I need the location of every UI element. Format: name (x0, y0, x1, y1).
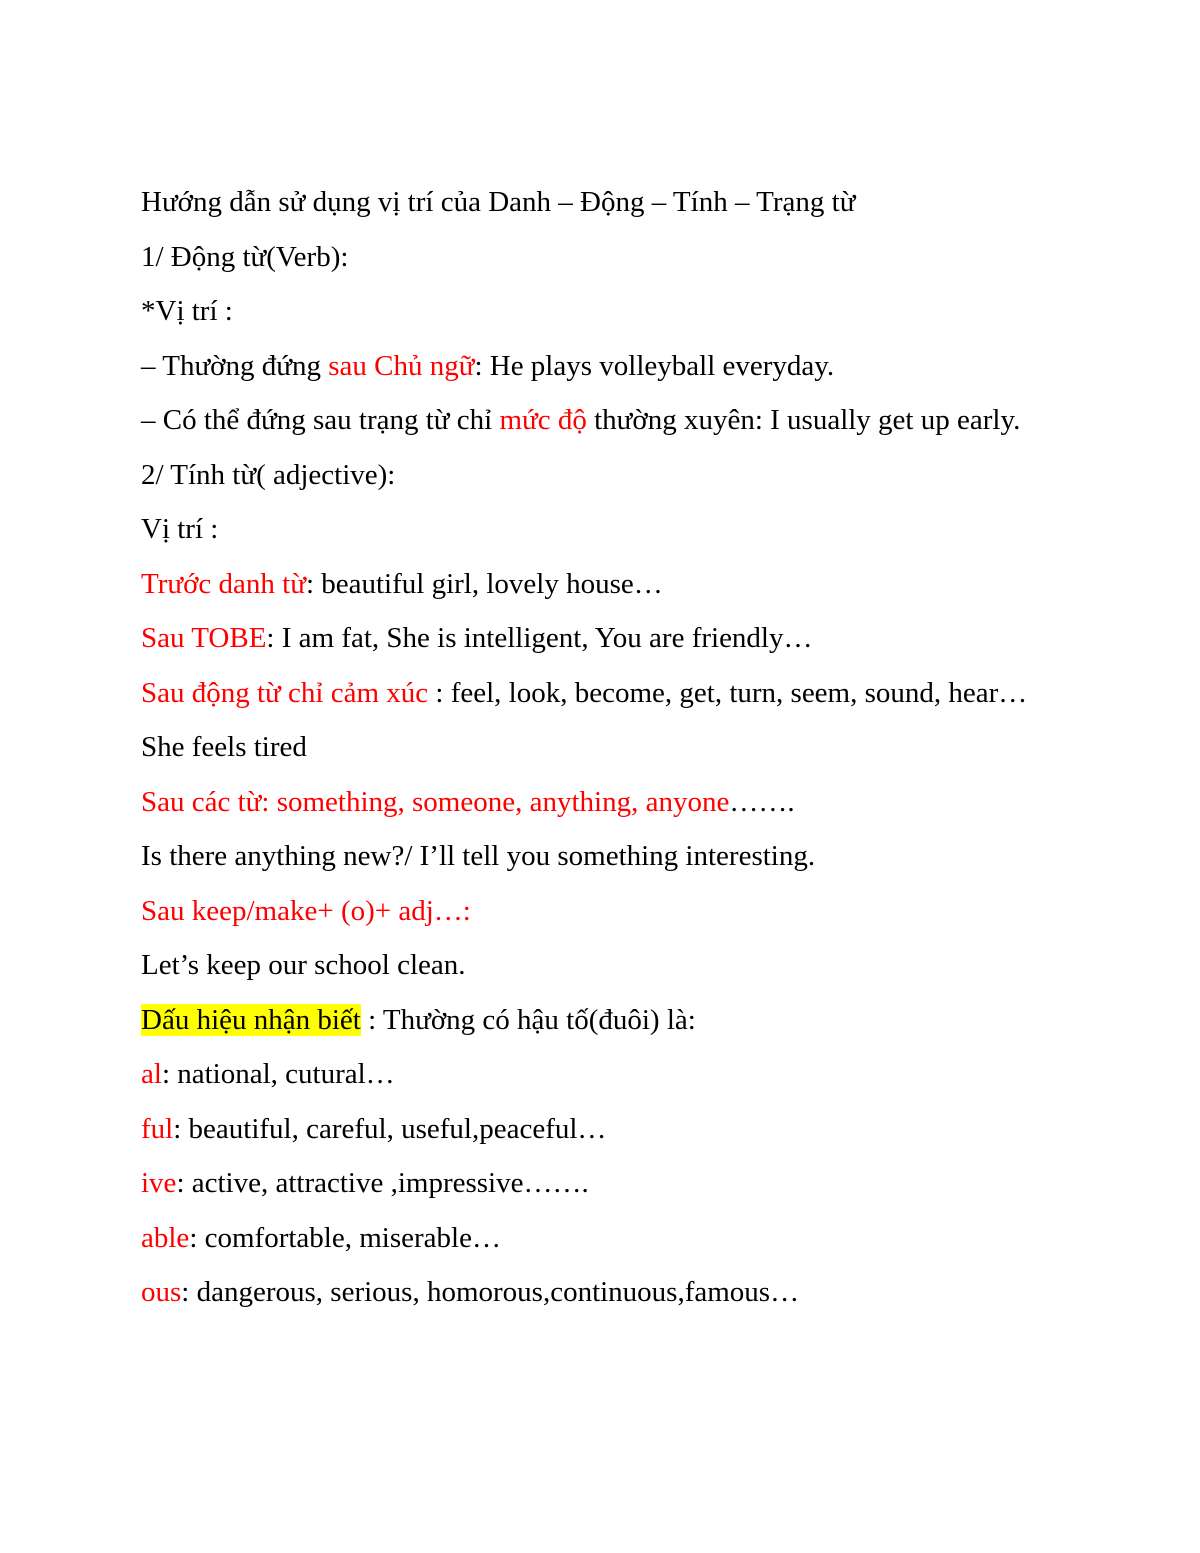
suffix-item-ive (141, 1164, 1041, 1202)
suffix-item-ous-examples: : dangerous, serious, homorous,continuous,famous… (181, 1276, 800, 1308)
adjective-example-4 (141, 837, 1041, 875)
adjective-example-3 (141, 728, 1041, 766)
adjective-example-4-text: Is there anything new?/ I’ll tell you something interesting. (141, 840, 816, 872)
adjective-rule-4-suffix: ……. (729, 785, 795, 818)
suffix-item-ous-suffix: ous (141, 1276, 182, 1308)
adjective-rule-3-emphasis: Sau động từ chỉ cảm xúc (141, 676, 429, 709)
adjective-signs-highlight: Dấu hiệu nhận biết (141, 1003, 361, 1036)
adjective-position-label (141, 510, 1041, 548)
verb-heading-text: 1/ Động từ(Verb): (141, 240, 349, 273)
document-body (141, 183, 1041, 1328)
adjective-rule-5-emphasis: Sau keep/make+ (o)+ adj…: (141, 894, 471, 927)
suffix-item-able-suffix: able (141, 1221, 190, 1254)
verb-rule-2-emphasis: mức độ (499, 404, 587, 436)
verb-rule-2-suffix: thường xuyên: I usually get up early. (586, 404, 1021, 436)
verb-rule-1-emphasis: sau Chủ ngữ (328, 349, 475, 382)
verb-rule-1-suffix: : He plays volleyball everyday. (474, 349, 835, 382)
verb-heading (141, 238, 1041, 276)
adjective-rule-2 (141, 619, 1041, 657)
verb-position-label (141, 292, 1041, 330)
adjective-rule-1-emphasis: Trước danh từ (141, 567, 306, 600)
verb-position-label-text: *Vị trí : (141, 295, 233, 327)
adjective-rule-2-emphasis: Sau TOBE (141, 622, 267, 654)
adjective-example-5-text: Let’s keep our school clean. (141, 949, 466, 981)
adjective-signs-suffix: : Thường có hậu tố(đuôi) là: (360, 1003, 696, 1036)
document-title (141, 183, 1041, 221)
adjective-heading-text: 2/ Tính từ( adjective): (141, 458, 396, 491)
verb-rule-1 (141, 347, 1041, 385)
adjective-rule-3-suffix: : feel, look, become, get, turn, seem, sound, hear… (428, 676, 1028, 709)
adjective-heading (141, 456, 1041, 494)
adjective-position-label-text: Vị trí : (141, 513, 219, 545)
verb-rule-2-prefix: – Có thể đứng sau trạng từ chỉ (141, 404, 500, 436)
adjective-example-5 (141, 946, 1041, 984)
suffix-item-ous (141, 1273, 1041, 1311)
suffix-item-al (141, 1055, 1041, 1093)
suffix-item-ful-examples: : beautiful, careful, useful,peaceful… (173, 1112, 607, 1145)
adjective-rule-3 (141, 674, 1041, 712)
suffix-item-ive-suffix: ive (141, 1167, 177, 1199)
suffix-item-ive-examples: : active, attractive ,impressive……. (176, 1167, 589, 1199)
adjective-rule-4-emphasis: Sau các từ: something, someone, anything, anyone (141, 785, 730, 818)
adjective-signs (141, 1001, 1041, 1039)
verb-rule-1-prefix: – Thường đứng (141, 349, 329, 382)
adjective-rule-4 (141, 783, 1041, 821)
document-title-text: Hướng dẫn sử dụng vị trí của Danh – Động – Tính – Trạng từ (141, 186, 856, 218)
adjective-example-3-text: She feels tired (141, 731, 307, 763)
adjective-rule-2-suffix: : I am fat, She is intelligent, You are friendly… (266, 622, 813, 654)
adjective-rule-5 (141, 892, 1041, 930)
suffix-item-able-examples: : comfortable, miserable… (189, 1221, 501, 1254)
suffix-item-ful-suffix: ful (141, 1112, 174, 1145)
adjective-rule-1 (141, 565, 1041, 603)
suffix-item-al-examples: : national, cutural… (161, 1058, 395, 1090)
adjective-rule-1-suffix: : beautiful girl, lovely house… (305, 567, 663, 600)
suffix-item-able (141, 1219, 1041, 1257)
verb-rule-2 (141, 401, 1041, 439)
suffix-item-al-suffix: al (141, 1058, 162, 1090)
suffix-item-ful (141, 1110, 1041, 1148)
